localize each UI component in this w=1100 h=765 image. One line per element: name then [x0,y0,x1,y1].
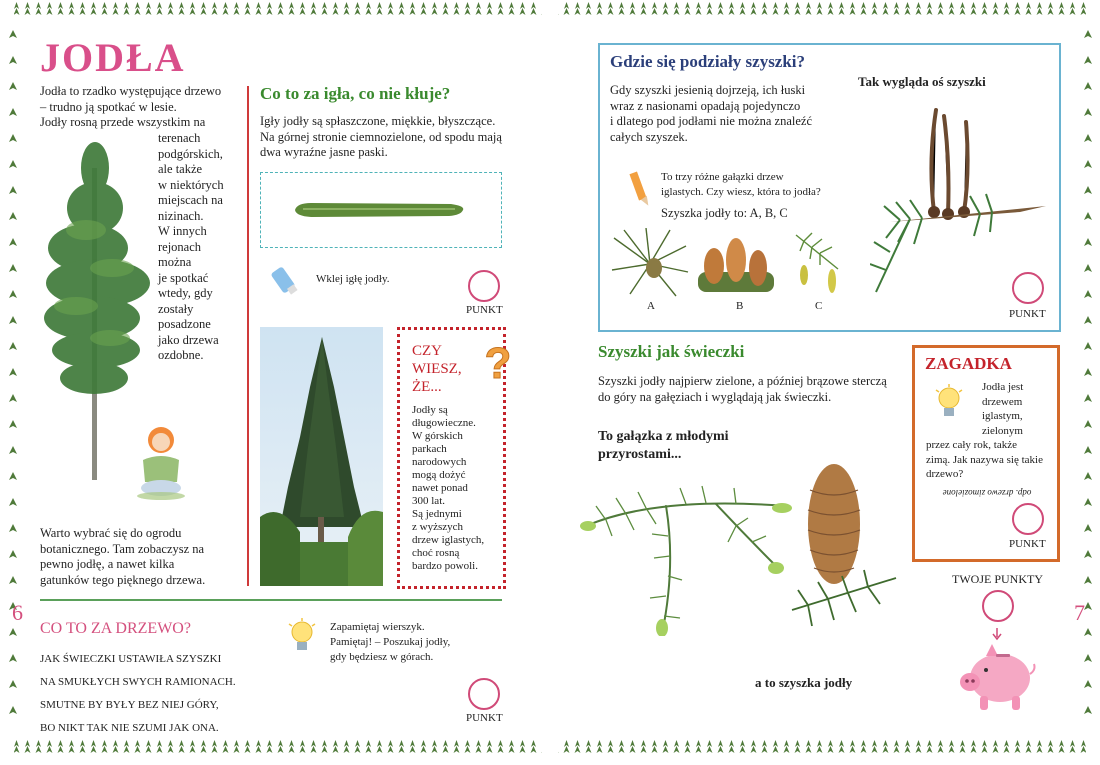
glue-instruction: Wklej igłę jodły. [316,273,390,285]
intro-col-line: zostały [158,301,194,316]
fir-cone-illustration [788,460,898,632]
intro-line: Jodła to rzadko występujące drzewo [40,84,222,98]
riddle-line: zielonym [982,424,1023,437]
intro-col-line: terenach [158,131,201,145]
points-label: PUNKT [1009,538,1046,550]
needle-heading: Co to za igła, co nie kłuje? [260,84,451,103]
points-circle[interactable] [468,678,500,710]
poem-line: JAK ŚWIECZKI USTAWIŁA SZYSZKI [40,653,222,665]
page-title: JODŁA [40,35,186,80]
branch-c-illustration [790,229,844,297]
needle-line: Igły jodły są spłaszczone, miękkie, błyszczące. [260,114,496,128]
intro-col-line: podgórskich, [158,146,223,161]
girl-illustration [133,424,187,500]
did-you-know-title-line: ŻE... [412,379,442,395]
riddle-answer-upside-down: odp. drzewo zimozielone [942,488,1032,498]
poem-line: BO NIKT TAK NIE SZUMI JAK ONA. [40,722,219,734]
cones-line: Gdy szyszki jesienią dojrzeją, ich łuski [610,83,806,97]
points-label: PUNKT [466,712,503,724]
did-you-know-title-line: WIESZ, [412,361,462,377]
cones-line: i dlatego pod jodłami nie można znaleźć [610,114,813,128]
young-shoots-caption [598,428,729,464]
label-a: A [647,300,655,312]
poem-line: NA SMUKŁYCH SWYCH RAMIONACH. [40,676,236,688]
your-points-label: TWOJE PUNKTY [952,572,1043,586]
bulb-icon [934,384,964,420]
riddle-heading: CO TO ZA DRZEWO? [40,620,191,637]
did-you-know-line: drzew iglastych, [412,534,485,546]
did-you-know-line: mogą dożyć [412,469,466,481]
bulb-icon [287,618,317,654]
young-branch-illustration [576,476,796,636]
intro-col-line: nizinach. [158,208,204,223]
memo-line: gdy będziesz w górach. [330,651,434,663]
intro-col-line: można [158,255,192,269]
intro-col-line: jako drzewa [158,332,219,347]
top-border [0,0,1100,18]
did-you-know-line: bardzo powoli. [412,560,478,572]
did-you-know-line: narodowych [412,456,467,468]
points-circle[interactable] [468,270,500,302]
did-you-know-text [412,404,484,573]
garden-line: botanicznego. Tam zobaczysz na [40,541,205,556]
points-circle[interactable] [1012,272,1044,304]
intro-column [158,131,248,364]
cone-choice-question[interactable]: Szyszka jodły to: A, B, C [661,206,788,220]
cones-line: całych szyszek. [610,129,688,144]
riddle-question-cont [926,438,1043,482]
intro-col-line: posadzone [158,317,211,331]
young-line: To gałązka z młodymi [598,429,729,444]
did-you-know-line: choć rosną [412,547,460,559]
needle-illustration [291,200,467,220]
needle-line: Na górnej stronie ciemnozielone, od spodu mają [260,129,502,144]
points-circle[interactable] [1012,503,1044,535]
label-c: C [815,300,823,312]
needle-text [260,114,510,161]
intro-col-line: ozdobne. [158,348,204,362]
riddle-line: Jodła jest [982,381,1024,393]
did-you-know-title-line: CZY [412,343,442,359]
total-points-circle[interactable] [982,590,1014,622]
intro-col-line: wtedy, gdy [158,286,213,300]
right-border [1079,0,1097,765]
section-divider [40,599,502,601]
riddle-line: drzewem [982,395,1023,408]
poem [40,648,236,740]
garden-text [40,526,250,588]
fir-photo [260,327,383,586]
branches-line: To trzy różne gałązki drzew [661,171,784,183]
riddle-line: zimą. Jak nazywa się takie [926,453,1043,466]
young-line: przyrostami... [598,447,682,462]
page-number-right: 7 [1074,600,1085,625]
needle-line: dwa wyraźne jasne paski. [260,145,388,159]
branches-question [661,170,821,200]
did-you-know-line: nawet ponad [412,482,468,494]
intro-col-line: rejonach [158,239,202,254]
cones-line: wraz z nasionami opadają pojedynczo [610,98,801,113]
riddle-line: przez cały rok, także [926,439,1017,451]
branch-a-illustration [610,228,690,300]
pencil-icon [626,170,650,210]
branch-b-illustration [698,232,774,298]
intro-line: – trudno ją spotkać w lesie. [40,99,177,114]
memo-line: Zapamiętaj wierszyk. [330,621,425,633]
intro-text [40,84,250,131]
cones-text [610,83,850,145]
candles-line: Szyszki jodły najpierw zielone, a później brązowe sterczą [598,374,887,388]
cone-caption: a to szyszka jodły [755,675,853,690]
branches-line: iglastych. Czy wiesz, która to jodła? [661,186,821,198]
svg-text:?: ? [484,340,512,386]
column-divider [247,86,249,586]
left-border [4,0,22,765]
candles-line: do góry na gałęziach i wyglądają jak świeczki. [598,389,832,404]
did-you-know-line: Jodły są [412,404,448,416]
riddle-box-title: ZAGADKA [925,354,1012,373]
cones-heading: Gdzie się podziały szyszki? [610,52,806,71]
did-you-know-line: Są jednymi [412,508,462,520]
did-you-know-line: długowieczne. [412,417,476,429]
points-label: PUNKT [1009,308,1046,320]
label-b: B [736,300,744,312]
did-you-know-line: parkach [412,443,447,455]
memo-text [330,620,450,665]
did-you-know-line: z wyższych [412,521,464,533]
cone-axis-illustration [870,102,1050,298]
intro-col-line: ale także [158,162,203,176]
garden-line: Warto wybrać się do ogrodu [40,526,182,540]
candles-heading: Szyszki jak świeczki [598,342,745,361]
glue-tube-icon [270,264,306,300]
intro-col-line: w niektórych [158,177,224,192]
riddle-line: drzewo? [926,468,964,480]
garden-line: gatunków tego pięknego drzewa. [40,572,206,587]
intro-col-line: miejscach na [158,193,223,207]
garden-line: pewno jodłę, a nawet kilka [40,557,175,571]
did-you-know-line: 300 lat. [412,495,445,507]
intro-col-line: je spotkać [158,270,209,285]
riddle-line: iglastym, [982,410,1023,422]
points-label: PUNKT [466,304,503,316]
page-number-left: 6 [12,600,23,625]
piggy-bank-icon [956,640,1038,716]
intro-col-line: W innych [158,224,207,238]
cone-axis-caption: Tak wygląda oś szyszki [858,74,986,89]
memo-line: Pamiętaj! – Poszukaj jodły, [330,636,451,648]
riddle-question [982,380,1023,438]
poem-line: SMUTNE BY BYŁY BEZ NIEJ GÓRY, [40,699,219,711]
bottom-border [0,738,1100,756]
needle-glue-area[interactable] [260,172,502,248]
question-mark-icon [478,340,518,386]
did-you-know-title [412,342,462,396]
intro-line: Jodły rosną przede wszystkim na [40,115,206,129]
candles-text [598,374,898,405]
did-you-know-line: W górskich [412,430,463,442]
